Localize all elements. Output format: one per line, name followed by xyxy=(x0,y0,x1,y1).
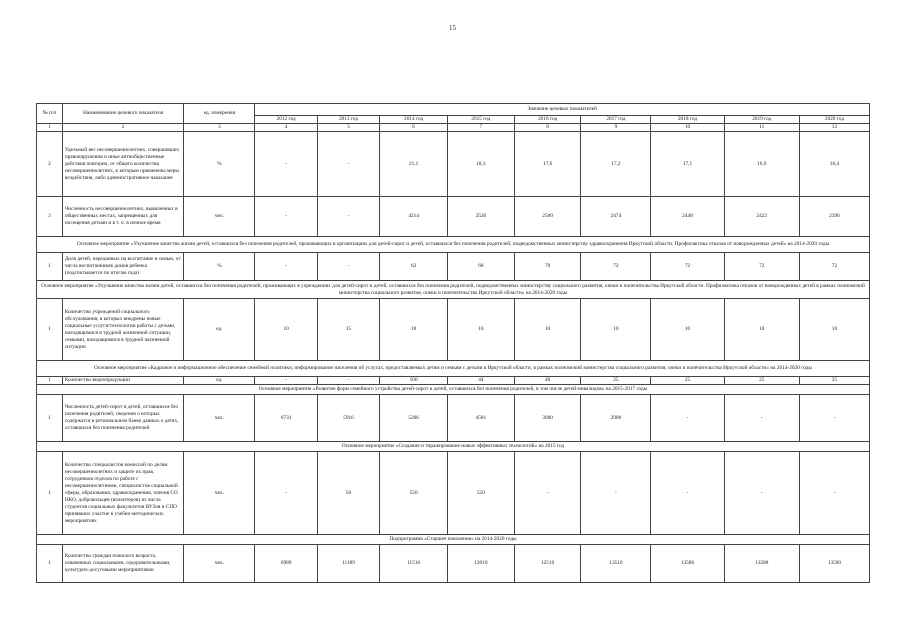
column-number-cell: 3 xyxy=(184,124,255,132)
indicator-name: Количество учреждений социального обслуживания, в которых внедрены новые социальные услуги/технологии работы с детьми, находящимися в трудной жизненной ситуации, семьями, находящимися в трудной жизненной ситуации xyxy=(62,299,184,361)
indicator-name: Численность детей-сирот и детей, оставшихся без попечения родителей, сведения о которых содержатся в региональном банке данных о детях, оставшихся без попечения родителей xyxy=(62,395,184,442)
value-cell: 17,1 xyxy=(651,132,724,197)
value-cell: - xyxy=(317,197,379,237)
value-cell: 2500 xyxy=(514,197,581,237)
column-number-cell: 9 xyxy=(581,124,651,132)
value-cell: 72 xyxy=(724,253,799,281)
value-cell: 4581 xyxy=(448,395,515,442)
value-cell: 25 xyxy=(581,377,651,385)
value-cell: 10 xyxy=(514,299,581,361)
value-cell: 16,4 xyxy=(799,132,869,197)
page-number: 15 xyxy=(449,24,456,32)
value-cell: 25 xyxy=(651,377,724,385)
header-cell-values-group: Значение целевых показателей xyxy=(255,104,870,116)
value-cell: 16,9 xyxy=(724,132,799,197)
unit-cell: ед. xyxy=(184,377,255,385)
column-number-cell: 12 xyxy=(799,124,869,132)
value-cell: 550 xyxy=(380,452,448,535)
row-number: 2 xyxy=(37,132,63,197)
section-banner: Основное мероприятие «Создание и тиражирование новых эффективных технологий» на 2015 год xyxy=(37,442,870,452)
value-cell: 70 xyxy=(514,253,581,281)
header-cell-year: 2018 год xyxy=(651,116,724,124)
value-cell: - xyxy=(724,395,799,442)
section-banner: Основное мероприятие «Кадровое и информационное обеспечение семейной политики, информирование населения об услугах, предоставляемых детям и семьям с детьми в Иркутской области, в рамках полномочий министерства социального развития, опеки и попечительства Иркутской области» на 2014-2020 годы xyxy=(37,361,870,377)
section-banner-row xyxy=(37,535,870,545)
value-cell: 3000 xyxy=(514,395,581,442)
value-cell: 6989 xyxy=(255,545,317,583)
value-cell: - xyxy=(255,377,317,385)
value-cell: 11510 xyxy=(380,545,448,583)
column-number-cell: 10 xyxy=(651,124,724,132)
table-row xyxy=(37,197,870,237)
column-number-row xyxy=(37,124,870,132)
value-cell: 11189 xyxy=(317,545,379,583)
unit-cell: чел. xyxy=(184,395,255,442)
value-cell: 5206 xyxy=(380,395,448,442)
header-row-top xyxy=(37,104,870,116)
table-body xyxy=(37,104,870,583)
row-number: 1 xyxy=(37,299,63,361)
header-cell-year: 2016 год xyxy=(514,116,581,124)
value-cell: 62 xyxy=(380,253,448,281)
value-cell: - xyxy=(581,452,651,535)
value-cell: - xyxy=(514,452,581,535)
section-banner-row xyxy=(37,281,870,299)
value-cell: 2526 xyxy=(448,197,515,237)
value-cell: 13590 xyxy=(799,545,869,583)
section-banner: Основное мероприятие «Улучшение качества жизни детей, оставшихся без попечения родителей, проживающих в учреждениях для детей-сирот и детей, оставшихся без попечения родителей, подведомственных министерству социального развития, опеки и попечительства Иркутской области. Профилактика отказов от новорожденных детей в рамках полномочий министерства социального развития, опеки и попечительства Иркутской области» на 2014-2020 годы xyxy=(37,281,870,299)
section-banner-row xyxy=(37,361,870,377)
value-cell: - xyxy=(255,197,317,237)
indicators-table xyxy=(36,103,870,583)
row-number: 1 xyxy=(37,452,63,535)
section-banner: Основное мероприятие «Развитие форм семейного устройства детей-сирот и детей, оставшихся без попечения родителей, в том числе детей-инвалидов» на 2015-2017 годы xyxy=(37,385,870,395)
value-cell: - xyxy=(317,132,379,197)
value-cell: 13588 xyxy=(724,545,799,583)
value-cell: 72 xyxy=(651,253,724,281)
value-cell: 50 xyxy=(317,452,379,535)
value-cell: 2396 xyxy=(799,197,869,237)
indicator-name: Количество специалистов комиссий по делам несовершеннолетних и защите их прав, сотрудников отделов по работе с несовершеннолетними, специалистов социальной сферы, образования, здравоохранения, членов СО НКО, добровольцев (волонтеров) из числа студентов социальных факультетов ВУЗов и СПО принявших участие в учебно-методических мероприятиях xyxy=(62,452,184,535)
table-row xyxy=(37,452,870,535)
indicator-name: Численность несовершеннолетних, выявленных в общественных местах, запрещенных для посещения детьми и в т. ч. в ночное время xyxy=(62,197,184,237)
value-cell: 5916 xyxy=(317,395,379,442)
row-number: 1 xyxy=(37,545,63,583)
value-cell: 12510 xyxy=(514,545,581,583)
value-cell: - xyxy=(799,452,869,535)
unit-cell: чел. xyxy=(184,545,255,583)
value-cell: - xyxy=(255,253,317,281)
value-cell: - xyxy=(651,395,724,442)
header-cell-name: Наименование целевого показателя xyxy=(62,104,184,124)
value-cell: - xyxy=(317,377,379,385)
value-cell: 15 xyxy=(317,299,379,361)
column-number-cell: 4 xyxy=(255,124,317,132)
value-cell: 17,2 xyxy=(581,132,651,197)
section-banner-row xyxy=(37,237,870,253)
value-cell: 17,6 xyxy=(514,132,581,197)
unit-cell: % xyxy=(184,132,255,197)
column-number-cell: 7 xyxy=(448,124,515,132)
value-cell: 6731 xyxy=(255,395,317,442)
value-cell: 21,1 xyxy=(380,132,448,197)
value-cell: 2474 xyxy=(581,197,651,237)
column-number-cell: 11 xyxy=(724,124,799,132)
table-row xyxy=(37,299,870,361)
unit-cell: чел. xyxy=(184,452,255,535)
value-cell: 13510 xyxy=(581,545,651,583)
indicator-name: Количество видеопродукции xyxy=(62,377,184,385)
value-cell: 2422 xyxy=(724,197,799,237)
header-cell-year: 2020 год xyxy=(799,116,869,124)
column-number-cell: 5 xyxy=(317,124,379,132)
section-banner: Основное мероприятие «Улучшение качества жизни детей, оставшихся без попечения родителей, проживающих в организациях для детей-сирот и детей, оставшихся без попечения родителей, подведомственных министерству здравоохранения Иркутской области. Профилактика отказов от новорожденных детей» на 2014-2020 годы xyxy=(37,237,870,253)
value-cell: 4214 xyxy=(380,197,448,237)
value-cell: 40 xyxy=(514,377,581,385)
header-cell-year: 2013 год xyxy=(317,116,379,124)
table-row xyxy=(37,377,870,385)
header-cell-year: 2017 год xyxy=(581,116,651,124)
unit-cell: ед. xyxy=(184,299,255,361)
table-row xyxy=(37,253,870,281)
value-cell: 10 xyxy=(651,299,724,361)
column-number-cell: 1 xyxy=(37,124,63,132)
value-cell: 10 xyxy=(255,299,317,361)
section-banner: Подпрограмма «Старшее поколение» на 2014-2020 годы xyxy=(37,535,870,545)
value-cell: 25 xyxy=(724,377,799,385)
row-number: 3 xyxy=(37,197,63,237)
header-cell-year: 2019 год xyxy=(724,116,799,124)
value-cell: 68 xyxy=(448,253,515,281)
unit-cell: чел. xyxy=(184,197,255,237)
value-cell: - xyxy=(255,452,317,535)
column-number-cell: 2 xyxy=(62,124,184,132)
section-banner-row xyxy=(37,385,870,395)
header-cell-year: 2012 год xyxy=(255,116,317,124)
table-row xyxy=(37,395,870,442)
header-cell-year: 2015 год xyxy=(448,116,515,124)
value-cell: 18,3 xyxy=(448,132,515,197)
value-cell: 18 xyxy=(380,299,448,361)
value-cell: - xyxy=(651,452,724,535)
value-cell: - xyxy=(317,253,379,281)
header-cell-unit: ед. измерения xyxy=(184,104,255,124)
column-number-cell: 6 xyxy=(380,124,448,132)
value-cell: - xyxy=(724,452,799,535)
value-cell: 2448 xyxy=(651,197,724,237)
value-cell: 72 xyxy=(799,253,869,281)
indicator-name: Доля детей, переданных на воспитание в семью, от числа воспитанников домов ребенка (подсчитывается по итогам года) xyxy=(62,253,184,281)
value-cell: 10 xyxy=(799,299,869,361)
value-cell: 550 xyxy=(448,452,515,535)
value-cell: 12010 xyxy=(448,545,515,583)
header-cell-year: 2014 год xyxy=(380,116,448,124)
value-cell: 72 xyxy=(581,253,651,281)
table-row xyxy=(37,545,870,583)
value-cell: 10 xyxy=(448,299,515,361)
value-cell: 13586 xyxy=(651,545,724,583)
column-number-cell: 8 xyxy=(514,124,581,132)
section-banner-row xyxy=(37,442,870,452)
indicator-name: Количество граждан пожилого возраста, охваченных социальными, оздоровительными, культурно-досуговыми мероприятиями xyxy=(62,545,184,583)
unit-cell: % xyxy=(184,253,255,281)
value-cell: 10 xyxy=(581,299,651,361)
value-cell: - xyxy=(799,395,869,442)
value-cell: 2900 xyxy=(581,395,651,442)
row-number: 1 xyxy=(37,395,63,442)
row-number: 1 xyxy=(37,253,63,281)
header-cell-no: № п/п xyxy=(37,104,63,124)
value-cell: 25 xyxy=(799,377,869,385)
value-cell: - xyxy=(255,132,317,197)
table-row xyxy=(37,132,870,197)
indicator-name: Удельный вес несовершеннолетних, совершивших правонарушения и иные антиобщественные действия повторно, от общего количества несовершеннолетних, к которым применены меры воздействия, либо административное наказание xyxy=(62,132,184,197)
value-cell: 10 xyxy=(724,299,799,361)
row-number: 1 xyxy=(37,377,63,385)
value-cell: 44 xyxy=(448,377,515,385)
value-cell: 100 xyxy=(380,377,448,385)
